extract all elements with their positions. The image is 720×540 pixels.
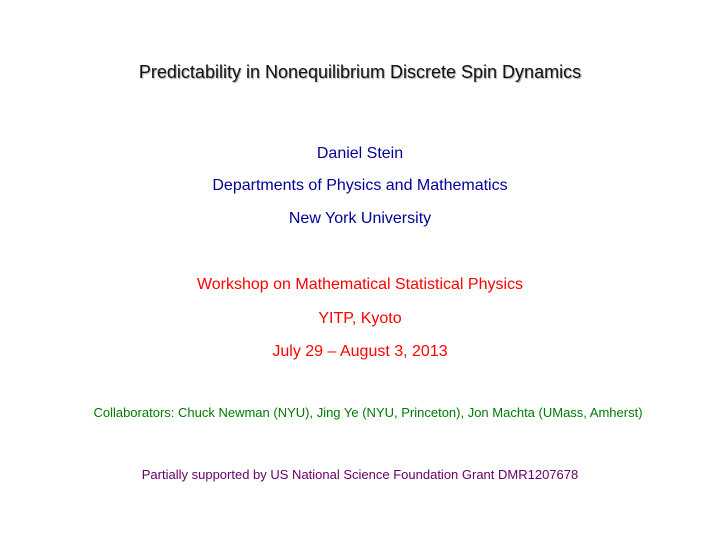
author-department: Departments of Physics and Mathematics bbox=[212, 177, 508, 194]
author-university: New York University bbox=[288, 210, 432, 227]
event-venue: YITP, Kyoto bbox=[318, 310, 402, 327]
event-name: Workshop on Mathematical Statistical Physics bbox=[196, 276, 524, 293]
slide-title: Predictability in Nonequilibrium Discrete Spin Dynamics bbox=[138, 62, 582, 82]
collaborators-line: Collaborators: Chuck Newman (NYU), Jing Ye (NYU, Princeton), Jon Machta (UMass, Amherst) bbox=[93, 405, 643, 420]
funding-acknowledgement: Partially supported by US National Science Foundation Grant DMR1207678 bbox=[141, 467, 579, 482]
event-dates: July 29 – August 3, 2013 bbox=[272, 343, 448, 360]
author-name: Daniel Stein bbox=[316, 145, 404, 162]
